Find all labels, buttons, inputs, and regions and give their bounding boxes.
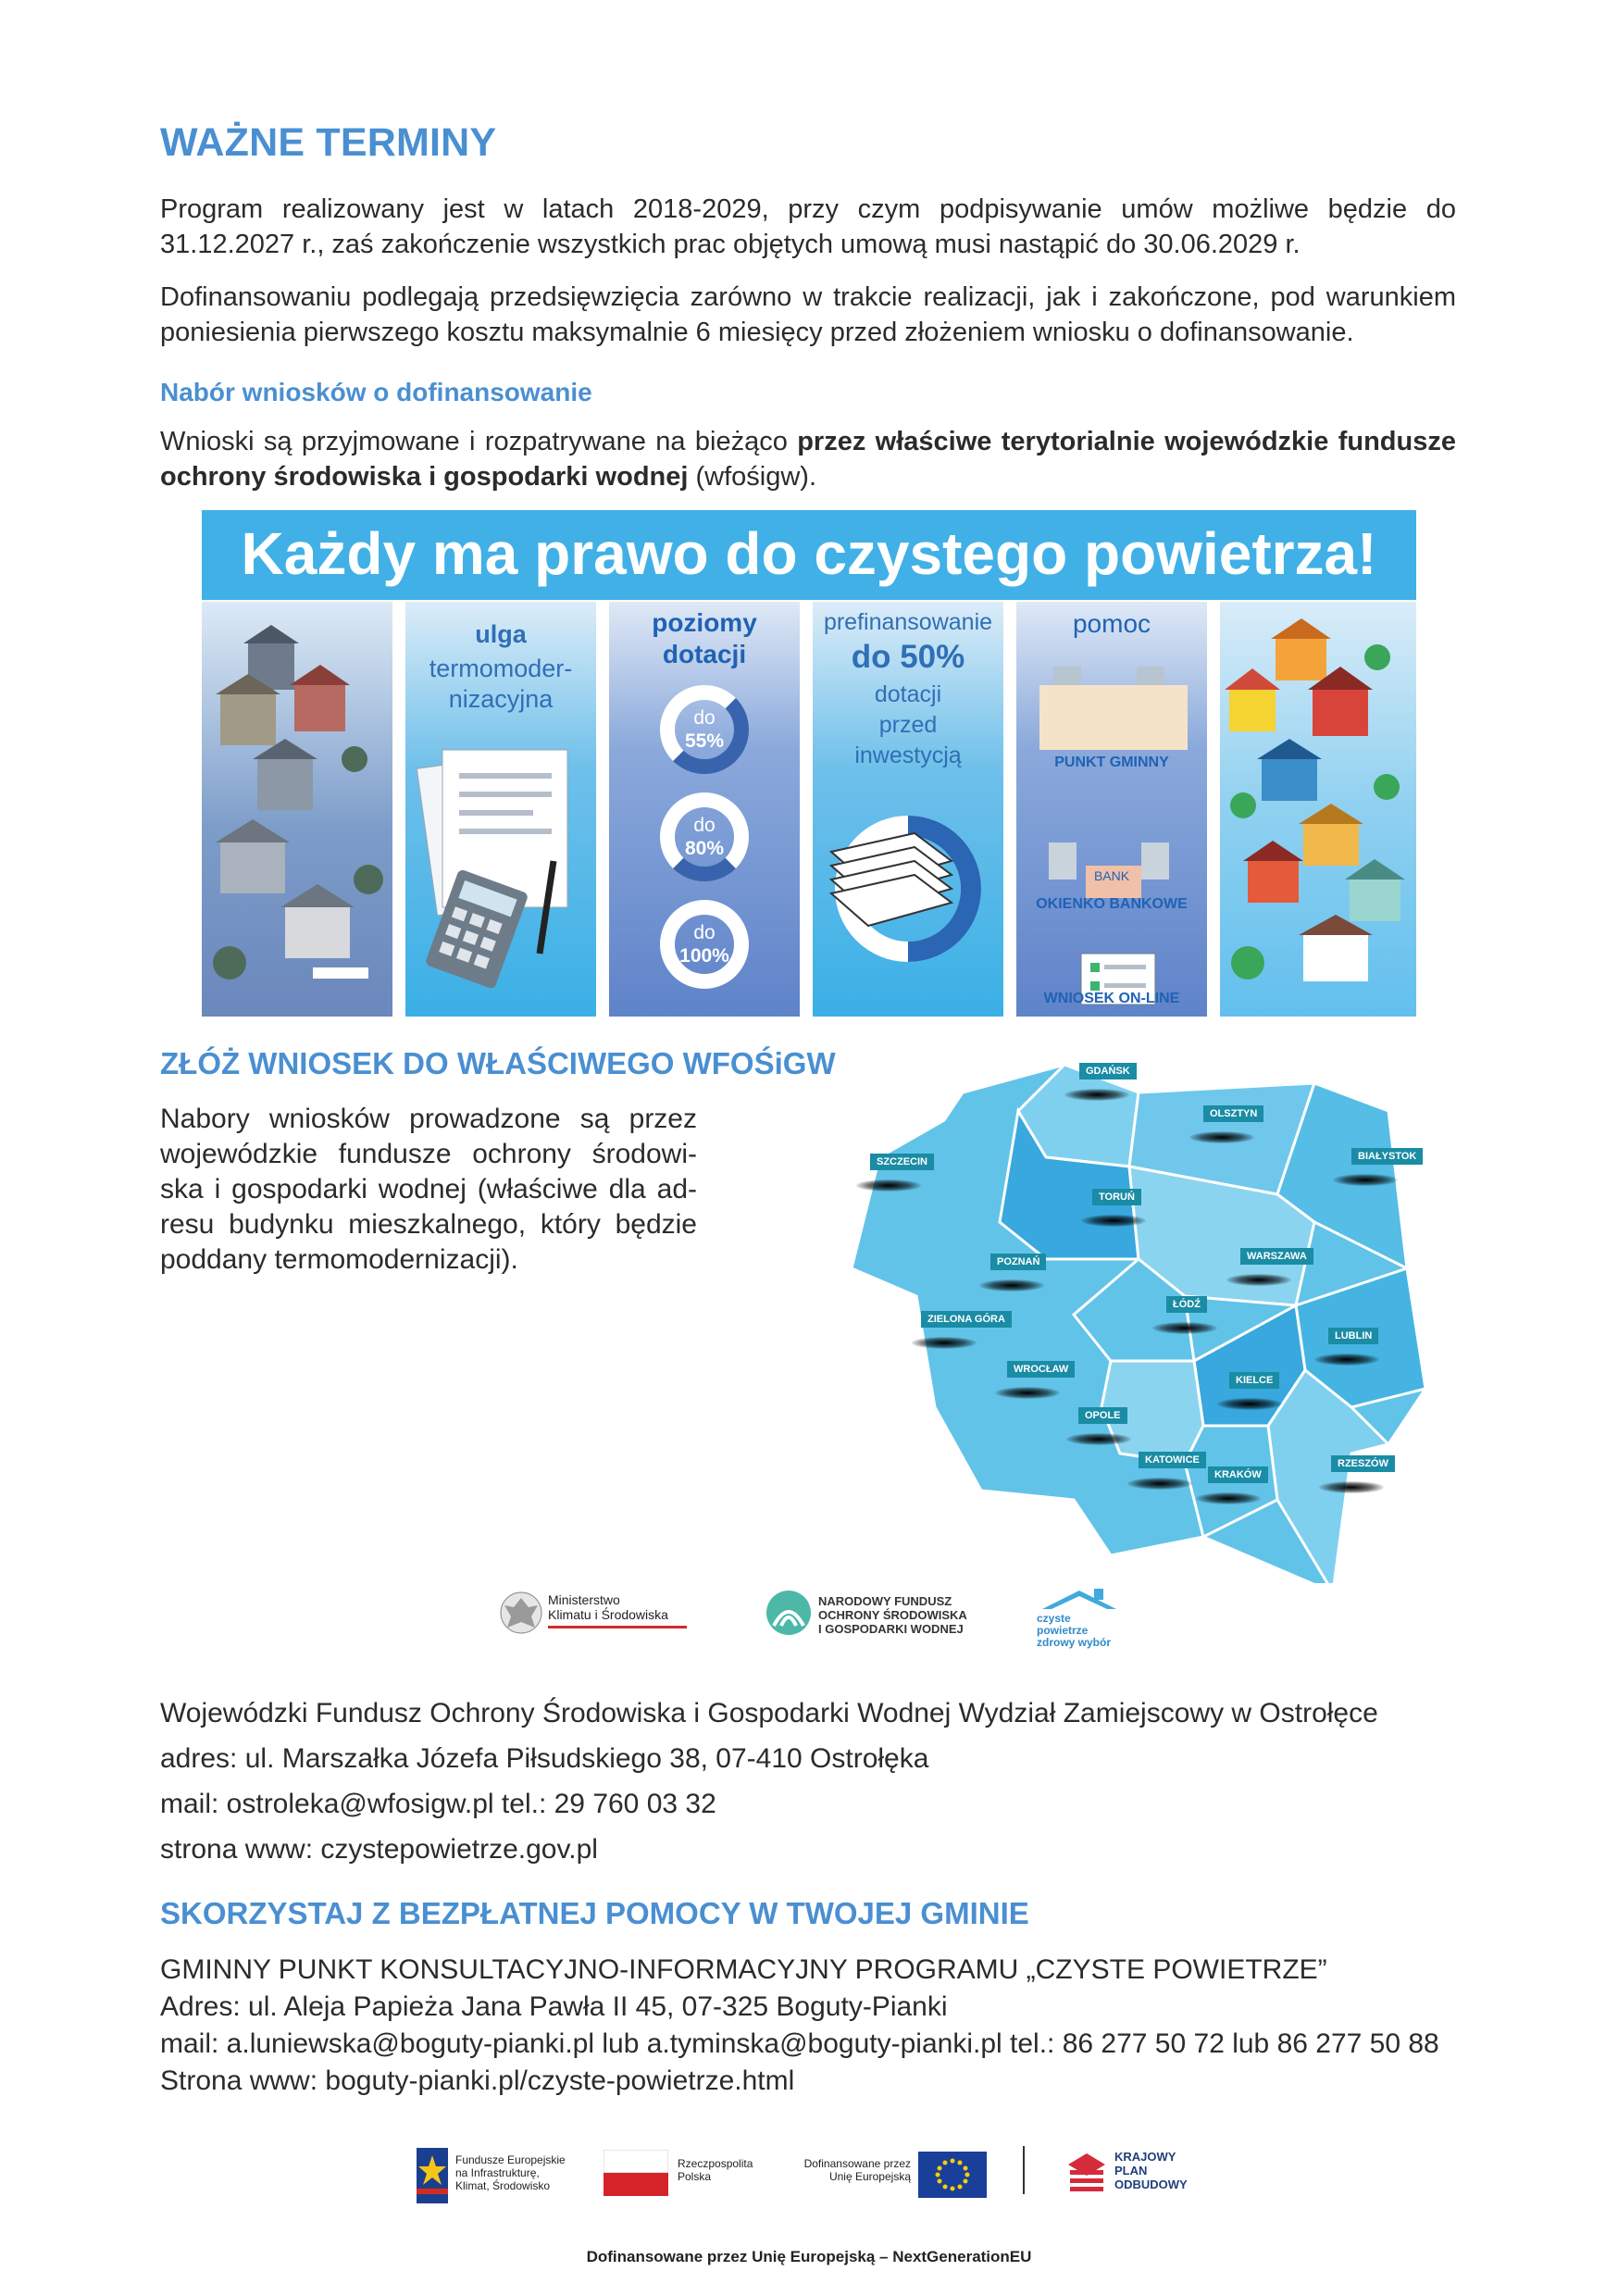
text-line: ODBUDOWY	[1114, 2177, 1188, 2191]
panel-prefin-percent: do 50%	[851, 639, 965, 675]
panel-ulga-subtitle	[405, 654, 596, 715]
paragraph-line: 31.12.2027 r., zaś zakończenie wszystkich prac objętych umową musi nastąpić do 30.06.2029 r.	[160, 230, 1301, 259]
map-pin	[979, 1279, 1044, 1292]
text-line: poziomy	[652, 608, 757, 637]
panel-poziomy-dotacji	[609, 602, 800, 1017]
map-label-torun: TORUŃ	[1092, 1189, 1141, 1205]
heading-wazne-terminy: WAŻNE TERMINY	[160, 120, 497, 165]
paragraph-line: Nabory wniosków prowadzone są przez	[160, 1104, 697, 1134]
text-line: PLAN	[1114, 2164, 1148, 2177]
poland-flag-icon	[604, 2150, 668, 2196]
map-label-bialystok: BIAŁYSTOK	[1351, 1148, 1423, 1165]
label-bank: BANK	[1093, 868, 1130, 883]
paragraph-nabory	[160, 1102, 697, 1278]
money-ring-illustration	[813, 796, 1003, 1017]
paragraph-eligibility	[160, 280, 1456, 350]
paragraph-line: wojewódzkie fundusze ochrony środowi-	[160, 1139, 697, 1169]
text-line: Klimat, Środowisko	[455, 2179, 551, 2192]
text-line: przed	[878, 712, 938, 738]
logo-ministerstwo	[496, 1585, 691, 1641]
documents-calculator-illustration	[405, 741, 596, 1017]
ring-prefix: do	[693, 815, 716, 836]
eu-name	[789, 2157, 911, 2183]
text-line: I GOSPODARKI WODNEJ	[818, 1622, 964, 1636]
map-pin	[995, 1387, 1060, 1399]
map-pin	[912, 1337, 977, 1349]
contact-block	[160, 1691, 1378, 1872]
map-label-rzeszow: RZESZÓW	[1331, 1455, 1395, 1472]
text-line: Polska	[678, 2170, 712, 2183]
text-line: nizacyjna	[448, 685, 554, 713]
text-line: inwestycją	[854, 742, 962, 768]
map-pin	[1314, 1354, 1379, 1366]
gmina-website: Strona www: boguty-pianki.pl/czyste-powietrze.html	[160, 2065, 795, 2096]
ring-value: 80%	[684, 838, 725, 859]
poland-map	[833, 1055, 1444, 1583]
houses-illustration	[202, 602, 392, 1017]
subheading-nabor: Nabór wniosków o dofinansowanie	[160, 378, 592, 406]
contact-website: strona www: czystepowietrze.gov.pl	[160, 1834, 598, 1865]
panel-poziomy-title	[609, 607, 800, 670]
logo-nfosigw	[765, 1589, 987, 1644]
gmina-mail-phone: mail: a.luniewska@boguty-pianki.pl lub a.tyminska@boguty-pianki.pl tel.: 86 277 50 72 lub 86 277 50 88	[160, 2028, 1439, 2059]
map-label-warszawa: WARSZAWA	[1240, 1248, 1313, 1265]
label-okienko-bankowe: OKIENKO BANKOWE	[1036, 896, 1188, 912]
panel-prefinansowanie	[813, 602, 1003, 1017]
panel-ulga-title: ulga	[475, 620, 527, 648]
logo-kpo	[1066, 2146, 1214, 2202]
contact-address: adres: ul. Marszałka Józefa Piłsudskiego 38, 07-410 Ostrołęka	[160, 1743, 929, 1774]
map-pin	[1319, 1481, 1384, 1493]
paragraph-line: resu budynku mieszkalnego, który będzie	[160, 1209, 697, 1240]
house-roof-icon	[1037, 1585, 1122, 1613]
map-label-lodz: ŁÓDŹ	[1166, 1296, 1207, 1313]
map-pin	[1066, 1433, 1131, 1445]
panel-ulga	[405, 602, 596, 1017]
colorful-houses-illustration	[1220, 602, 1416, 1017]
map-pin	[1127, 1478, 1192, 1490]
map-label-gdansk: GDAŃSK	[1079, 1063, 1137, 1079]
eagle-icon	[496, 1585, 546, 1641]
text-line: dotacji	[874, 681, 942, 707]
map-label-szczecin: SZCZECIN	[870, 1154, 934, 1170]
text-line: dotacji	[662, 640, 747, 668]
help-illustration	[1016, 657, 1207, 1017]
ring-value: 100%	[679, 945, 729, 967]
text-line: Fundusze Europejskie	[455, 2153, 566, 2166]
logo-eu	[789, 2150, 992, 2203]
cp-name	[1037, 1613, 1122, 1649]
map-pin	[1333, 1174, 1398, 1186]
text-line: zdrowy wybór	[1037, 1636, 1112, 1649]
label-wniosek-online: WNIOSEK ON-LINE	[1043, 991, 1180, 1006]
divider	[1023, 2146, 1025, 2194]
contact-mail-phone: mail: ostroleka@wfosigw.pl tel.: 29 760 03 32	[160, 1789, 716, 1819]
paragraph-program-dates	[160, 192, 1456, 262]
gmina-contact-block	[160, 1952, 1439, 2100]
map-pin	[1189, 1131, 1254, 1143]
text-line: OCHRONY ŚRODOWISKA	[818, 1608, 967, 1622]
ring-prefix: do	[693, 922, 716, 943]
map-pin	[1217, 1398, 1282, 1410]
paragraph-line: poddany termomodernizacji).	[160, 1244, 518, 1275]
text-line: Rzeczpospolita	[678, 2157, 753, 2170]
map-label-katowice: KATOWICE	[1139, 1452, 1206, 1468]
text-line: Ministerstwo	[548, 1592, 620, 1607]
panel-houses-right	[1220, 602, 1416, 1017]
map-label-poznan: POZNAŃ	[990, 1254, 1046, 1270]
map-label-wroclaw: WROCŁAW	[1007, 1361, 1075, 1378]
fe-name	[455, 2153, 566, 2192]
fe-star-icon	[417, 2148, 448, 2203]
panel-pomoc-title: pomoc	[1072, 609, 1151, 638]
paragraph-line: poniesienia pierwszego kosztu maksymalnie 6 miesięcy przed złożeniem wniosku o dofinansowanie.	[160, 318, 1354, 347]
map-label-lublin: LUBLIN	[1328, 1328, 1378, 1344]
map-label-zielona-gora: ZIELONA GÓRA	[921, 1311, 1012, 1328]
text-line: czyste powietrze	[1037, 1612, 1089, 1637]
contact-institution: Wojewódzki Fundusz Ochrony Środowiska i Gospodarki Wodnej Wydział Zamiejscowy w Ostrołęce	[160, 1698, 1378, 1728]
map-pin	[1081, 1215, 1146, 1227]
text-plain: Wnioski są przyjmowane i rozpatrywane na bieżąco	[160, 427, 798, 456]
logo-fundusze-europejskie	[417, 2148, 602, 2205]
footer-funding-note: Dofinansowane przez Unię Europejską – NextGenerationEU	[586, 2248, 1032, 2265]
infographic-banner: Każdy ma prawo do czystego powietrza!	[202, 510, 1416, 600]
ring-80	[660, 792, 749, 881]
ring-prefix: do	[693, 707, 716, 729]
map-pin	[1064, 1089, 1129, 1101]
paragraph-applications	[160, 424, 1456, 494]
map-pin	[856, 1179, 921, 1192]
label-punkt-gminny: PUNKT GMINNY	[1054, 755, 1169, 770]
paragraph-line: Dofinansowaniu podlegają przedsięwzięcia zarówno w trakcie realizacji, jak i zakończone, pod warunkiem	[160, 282, 1456, 312]
divider	[548, 1626, 687, 1628]
paragraph-line	[160, 424, 1456, 459]
text-line: na Infrastrukturę,	[455, 2166, 540, 2179]
gmina-address: Adres: ul. Aleja Papieża Jana Pawła II 45, 07-325 Boguty-Pianki	[160, 1991, 948, 2022]
ring-100	[660, 900, 749, 989]
heading-bezplatna-pomoc: SKORZYSTAJ Z BEZPŁATNEJ POMOCY W TWOJEJ GMINIE	[160, 1896, 1029, 1930]
rp-name	[678, 2157, 753, 2183]
map-pin	[1196, 1492, 1261, 1504]
map-label-kielce: KIELCE	[1229, 1372, 1279, 1389]
map-label-krakow: KRAKÓW	[1208, 1466, 1268, 1483]
paragraph-line	[160, 459, 1456, 494]
ring-55	[660, 685, 749, 774]
panel-houses-left	[202, 602, 392, 1017]
logo-rzeczpospolita	[604, 2150, 770, 2203]
paragraph-line: ska i gospodarki wodnej (właściwe dla ad-	[160, 1174, 697, 1204]
panel-pomoc	[1016, 602, 1207, 1017]
paragraph-line: Program realizowany jest w latach 2018-2029, przy czym podpisywanie umów możliwe będzie do	[160, 194, 1456, 224]
text-bold: ochrony środowiska i gospodarki wodnej	[160, 462, 689, 492]
nf-name	[818, 1594, 967, 1636]
text-line: Klimatu i Środowiska	[548, 1607, 668, 1622]
text-plain: (wfośigw).	[688, 462, 817, 492]
panel-prefin-title: prefinansowanie	[823, 609, 993, 635]
eu-flag-icon	[918, 2152, 987, 2198]
ministry-name	[548, 1592, 668, 1622]
text-line: Dofinansowane przez	[803, 2157, 911, 2170]
map-label-olsztyn: OLSZTYN	[1203, 1105, 1263, 1122]
panel-prefin-subtitle	[813, 680, 1003, 771]
map-pin	[1152, 1322, 1217, 1334]
text-line: KRAJOWY	[1114, 2150, 1176, 2164]
kpo-emblem-icon	[1066, 2152, 1107, 2194]
text-bold: przez właściwe terytorialnie wojewódzkie fundusze	[797, 427, 1456, 456]
text-line: NARODOWY FUNDUSZ	[818, 1594, 952, 1608]
gmina-point-name: GMINNY PUNKT KONSULTACYJNO-INFORMACYJNY PROGRAMU „CZYSTE POWIETRZE”	[160, 1954, 1327, 1985]
text-line: termomoder-	[429, 655, 573, 682]
nfosigw-emblem-icon	[765, 1589, 813, 1641]
map-label-opole: OPOLE	[1078, 1407, 1127, 1424]
heading-zloz-wniosek: ZŁÓŻ WNIOSEK DO WŁAŚCIWEGO WFOŚiGW	[160, 1046, 836, 1080]
kpo-name	[1114, 2150, 1188, 2191]
text-line: Unię Europejską	[828, 2170, 911, 2183]
map-pin	[1226, 1274, 1291, 1286]
logo-czyste-powietrze	[1037, 1585, 1122, 1649]
ring-value: 55%	[684, 730, 725, 752]
